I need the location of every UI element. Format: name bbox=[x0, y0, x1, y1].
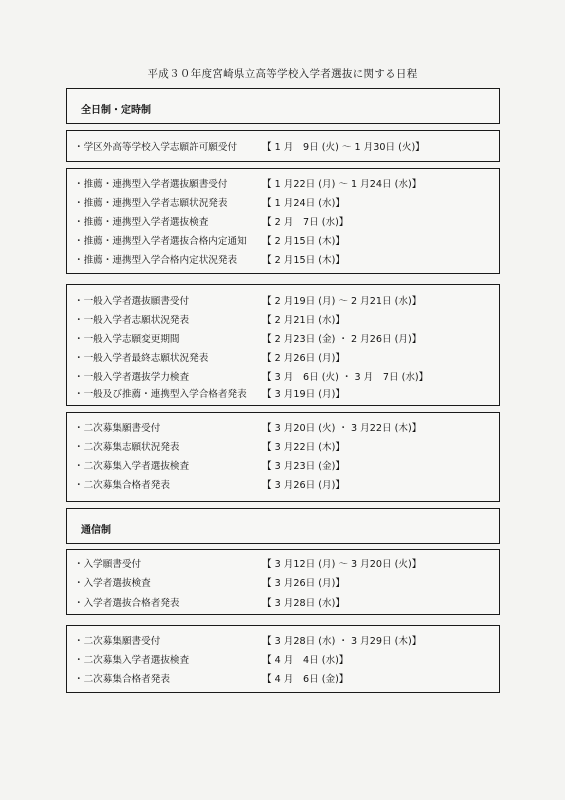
schedule-row bbox=[67, 419, 501, 438]
event-date: 【 3 月12日 (月) ～ 3 月20日 (火)】 bbox=[262, 559, 422, 570]
schedule-row bbox=[67, 632, 501, 651]
event-date: 【 2 月15日 (木)】 bbox=[262, 255, 345, 266]
event-date: 【 3 月26日 (月)】 bbox=[262, 578, 345, 589]
schedule-row bbox=[67, 594, 501, 613]
event-date: 【 2 月21日 (水)】 bbox=[262, 315, 345, 326]
schedule-row bbox=[67, 311, 501, 330]
schedule-row bbox=[67, 138, 501, 157]
event-label: ・学区外高等学校入学志願許可願受付 bbox=[74, 142, 238, 153]
event-date: 【 3 月19日 (月)】 bbox=[262, 389, 345, 400]
event-date: 【 3 月28日 (水) ・ 3 月29日 (木)】 bbox=[262, 636, 422, 647]
event-label: ・二次募集合格者発表 bbox=[74, 674, 170, 685]
event-label: ・推薦・連携型入学者選抜願書受付 bbox=[74, 179, 228, 190]
schedule-row bbox=[67, 555, 501, 574]
schedule-row bbox=[67, 457, 501, 476]
event-label: ・推薦・連携型入学者選抜検査 bbox=[74, 217, 209, 228]
event-date: 【 2 月 7日 (水)】 bbox=[262, 217, 349, 228]
event-date: 【 3 月22日 (木)】 bbox=[262, 442, 345, 453]
schedule-group bbox=[66, 284, 500, 406]
schedule-row bbox=[67, 476, 501, 495]
schedule-row bbox=[67, 330, 501, 349]
schedule-row bbox=[67, 251, 501, 270]
section-header-fulltime bbox=[66, 88, 500, 124]
schedule-row bbox=[67, 670, 501, 689]
event-date: 【 3 月26日 (月)】 bbox=[262, 480, 345, 491]
event-date: 【 1 月22日 (月) ～ 1 月24日 (水)】 bbox=[262, 179, 422, 190]
event-label: ・二次募集合格者発表 bbox=[74, 480, 170, 491]
event-date: 【 3 月20日 (火) ・ 3 月22日 (木)】 bbox=[262, 423, 422, 434]
event-label: ・二次募集志願状況発表 bbox=[74, 442, 180, 453]
schedule-group bbox=[66, 168, 500, 274]
event-label: ・入学者選抜検査 bbox=[74, 578, 151, 589]
event-date: 【 4 月 4日 (水)】 bbox=[262, 655, 349, 666]
schedule-row bbox=[67, 438, 501, 457]
event-label: ・二次募集願書受付 bbox=[74, 423, 161, 434]
event-label: ・一般入学者最終志願状況発表 bbox=[74, 353, 209, 364]
event-date: 【 2 月15日 (木)】 bbox=[262, 236, 345, 247]
schedule-group bbox=[66, 549, 500, 615]
event-label: ・一般入学者選抜願書受付 bbox=[74, 296, 190, 307]
schedule-row bbox=[67, 651, 501, 670]
schedule-row bbox=[67, 349, 501, 368]
event-label: ・一般入学者志願状況発表 bbox=[74, 315, 190, 326]
schedule-group bbox=[66, 130, 500, 162]
event-label: ・入学者選抜合格者発表 bbox=[74, 598, 180, 609]
event-label: ・二次募集入学者選抜検査 bbox=[74, 655, 190, 666]
schedule-row bbox=[67, 194, 501, 213]
schedule-row bbox=[67, 175, 501, 194]
event-label: ・二次募集願書受付 bbox=[74, 636, 161, 647]
event-date: 【 2 月23日 (金) ・ 2 月26日 (月)】 bbox=[262, 334, 422, 345]
event-label: ・推薦・連携型入学合格内定状況発表 bbox=[74, 255, 238, 266]
schedule-group bbox=[66, 625, 500, 693]
event-date: 【 3 月 6日 (火) ・ 3 月 7日 (水)】 bbox=[262, 372, 429, 383]
event-label: ・一般入学者選抜学力検査 bbox=[74, 372, 190, 383]
schedule-row bbox=[67, 385, 501, 404]
event-date: 【 2 月26日 (月)】 bbox=[262, 353, 345, 364]
document-title: 平成３０年度宮崎県立高等学校入学者選抜に関する日程 bbox=[147, 68, 418, 80]
event-date: 【 1 月24日 (水)】 bbox=[262, 198, 345, 209]
event-label: ・一般入学志願変更期間 bbox=[74, 334, 180, 345]
event-label: ・推薦・連携型入学者志願状況発表 bbox=[74, 198, 228, 209]
event-label: ・推薦・連携型入学者選抜合格内定通知 bbox=[74, 236, 247, 247]
event-date: 【 2 月19日 (月) ～ 2 月21日 (水)】 bbox=[262, 296, 422, 307]
event-label: ・入学願書受付 bbox=[74, 559, 142, 570]
event-label: ・一般及び推薦・連携型入学合格者発表 bbox=[74, 389, 247, 400]
event-date: 【 3 月23日 (金)】 bbox=[262, 461, 345, 472]
event-label: ・二次募集入学者選抜検査 bbox=[74, 461, 190, 472]
schedule-group bbox=[66, 412, 500, 502]
section-header-label: 通信制 bbox=[81, 525, 111, 536]
event-date: 【 4 月 6日 (金)】 bbox=[262, 674, 349, 685]
schedule-row bbox=[67, 574, 501, 593]
schedule-row bbox=[67, 213, 501, 232]
schedule-row bbox=[67, 292, 501, 311]
schedule-row bbox=[67, 232, 501, 251]
section-header-correspondence bbox=[66, 508, 500, 544]
event-date: 【 3 月28日 (水)】 bbox=[262, 598, 345, 609]
event-date: 【 1 月 9日 (火) ～ 1 月30日 (火)】 bbox=[262, 142, 425, 153]
section-header-label: 全日制・定時制 bbox=[81, 105, 151, 116]
